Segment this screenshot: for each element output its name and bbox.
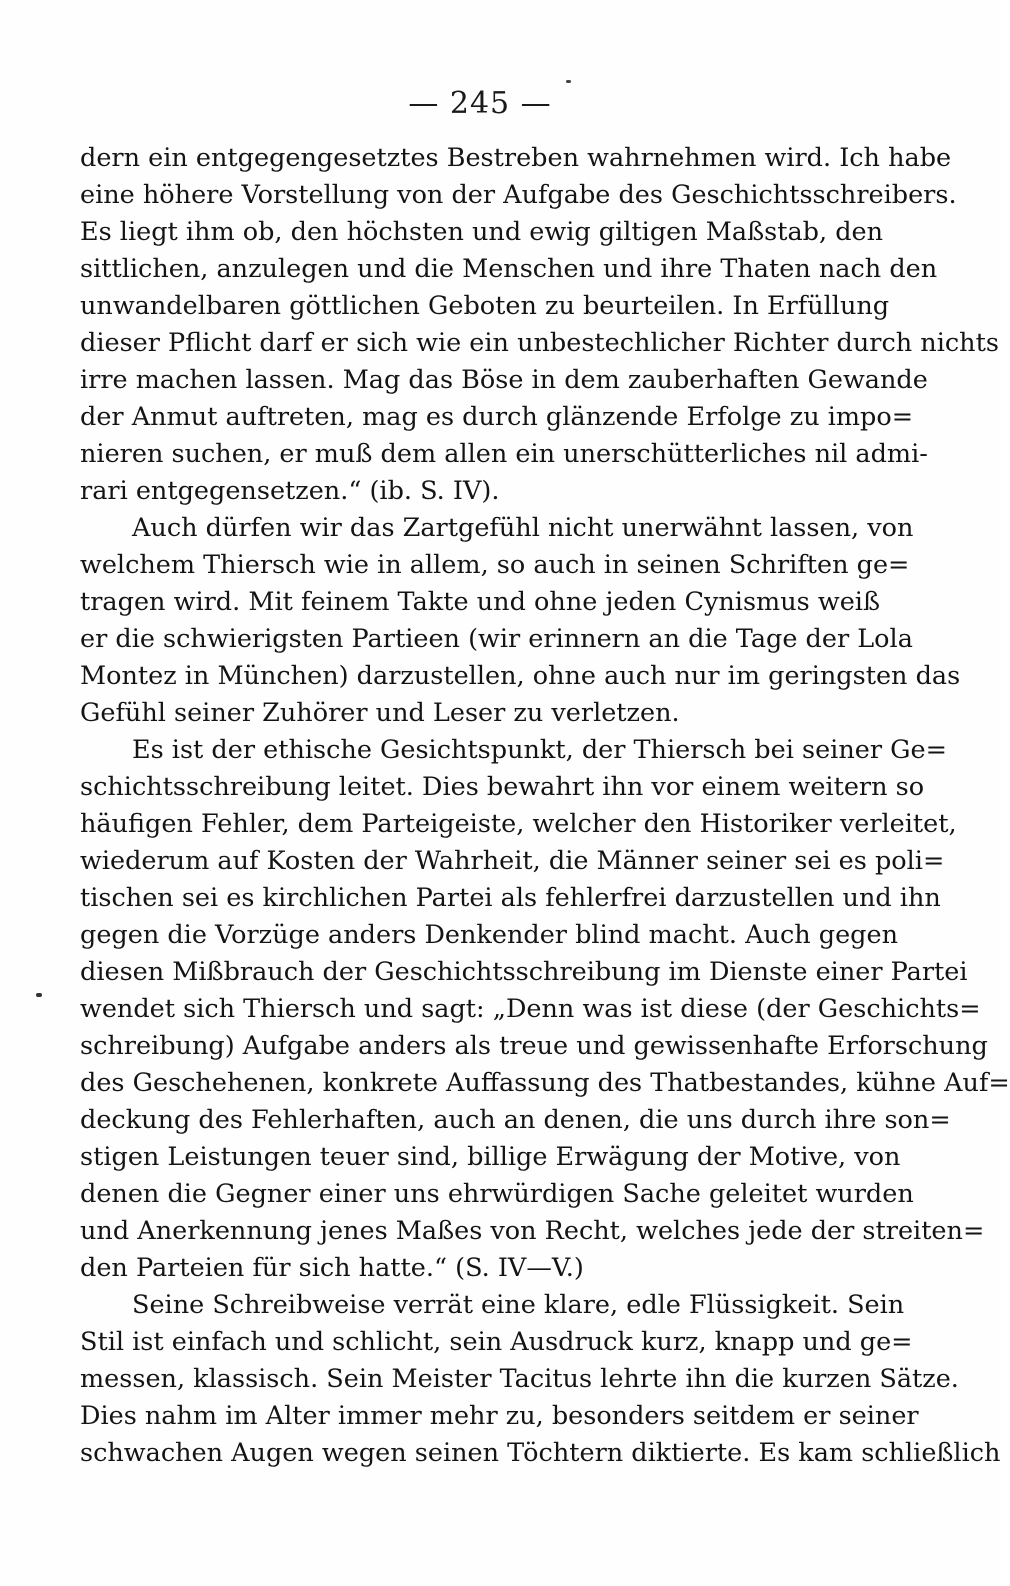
text-line: Montez in München) darzustellen, ohne auch nur im geringsten das <box>80 661 961 691</box>
text-line: wiederum auf Kosten der Wahrheit, die Männer seiner sei es poli= <box>80 846 945 876</box>
text-line: rari entgegensetzen.“ (ib. S. IV). <box>80 476 500 506</box>
text-line: welchem Thiersch wie in allem, so auch in seinen Schriften ge= <box>80 550 910 580</box>
paragraph-start-line: Es ist der ethische Gesichtspunkt, der Thiersch bei seiner Ge= <box>132 735 947 765</box>
page-number: — 245 — <box>408 86 552 121</box>
text-line: tragen wird. Mit feinem Takte und ohne jeden Cynismus weiß <box>80 587 880 617</box>
text-line: schreibung) Aufgabe anders als treue und gewissenhafte Erforschung <box>80 1031 988 1061</box>
text-line: irre machen lassen. Mag das Böse in dem zauberhaften Gewande <box>80 365 928 395</box>
stray-ink-mark <box>36 993 42 997</box>
stray-ink-mark <box>566 80 571 83</box>
text-line: Es liegt ihm ob, den höchsten und ewig giltigen Maßstab, den <box>80 217 884 247</box>
text-line: unwandelbaren göttlichen Geboten zu beurteilen. In Erfüllung <box>80 291 890 321</box>
text-line: deckung des Fehlerhaften, auch an denen, die uns durch ihre son= <box>80 1105 951 1135</box>
body-text <box>80 140 1010 1472</box>
text-line: eine höhere Vorstellung von der Aufgabe des Geschichtsschreibers. <box>80 180 957 210</box>
text-line: Gefühl seiner Zuhörer und Leser zu verletzen. <box>80 698 680 728</box>
text-line: sittlichen, anzulegen und die Menschen und ihre Thaten nach den <box>80 254 938 284</box>
text-line: gegen die Vorzüge anders Denkender blind macht. Auch gegen <box>80 920 899 950</box>
text-line: messen, klassisch. Sein Meister Tacitus lehrte ihn die kurzen Sätze. <box>80 1364 959 1394</box>
text-line: den Parteien für sich hatte.“ (S. IV—V.) <box>80 1253 584 1283</box>
text-line: tischen sei es kirchlichen Partei als fehlerfrei darzustellen und ihn <box>80 883 941 913</box>
text-line: denen die Gegner einer uns ehrwürdigen Sache geleitet wurden <box>80 1179 914 1209</box>
text-line: diesen Mißbrauch der Geschichtsschreibung im Dienste einer Partei <box>80 957 968 987</box>
text-line: wendet sich Thiersch und sagt: „Denn was ist diese (der Geschichts= <box>80 994 981 1024</box>
text-line: Stil ist einfach und schlicht, sein Ausdruck kurz, knapp und ge= <box>80 1327 913 1357</box>
text-line: schichtsschreibung leitet. Dies bewahrt ihn vor einem weitern so <box>80 772 925 802</box>
text-line: der Anmut auftreten, mag es durch glänzende Erfolge zu impo= <box>80 402 914 432</box>
text-line: dieser Pflicht darf er sich wie ein unbestechlicher Richter durch nichts <box>80 328 999 358</box>
paragraph-start-line: Auch dürfen wir das Zartgefühl nicht unerwähnt lassen, von <box>132 513 914 543</box>
text-line: nieren suchen, er muß dem allen ein unerschütterliches nil admi- <box>80 439 928 469</box>
text-line: und Anerkennung jenes Maßes von Recht, welches jede der streiten= <box>80 1216 985 1246</box>
text-line: dern ein entgegengesetztes Bestreben wahrnehmen wird. Ich habe <box>80 143 952 173</box>
text-line: häufigen Fehler, dem Parteigeiste, welcher den Historiker verleitet, <box>80 809 957 839</box>
text-line: Dies nahm im Alter immer mehr zu, besonders seitdem er seiner <box>80 1401 919 1431</box>
text-line: er die schwierigsten Partieen (wir erinnern an die Tage der Lola <box>80 624 913 654</box>
text-line: des Geschehenen, konkrete Auffassung des Thatbestandes, kühne Auf= <box>80 1068 1010 1098</box>
text-line: stigen Leistungen teuer sind, billige Erwägung der Motive, von <box>80 1142 901 1172</box>
text-line: schwachen Augen wegen seinen Töchtern diktierte. Es kam schließlich <box>80 1438 1001 1468</box>
paragraph-start-line: Seine Schreibweise verrät eine klare, edle Flüssigkeit. Sein <box>132 1290 905 1320</box>
